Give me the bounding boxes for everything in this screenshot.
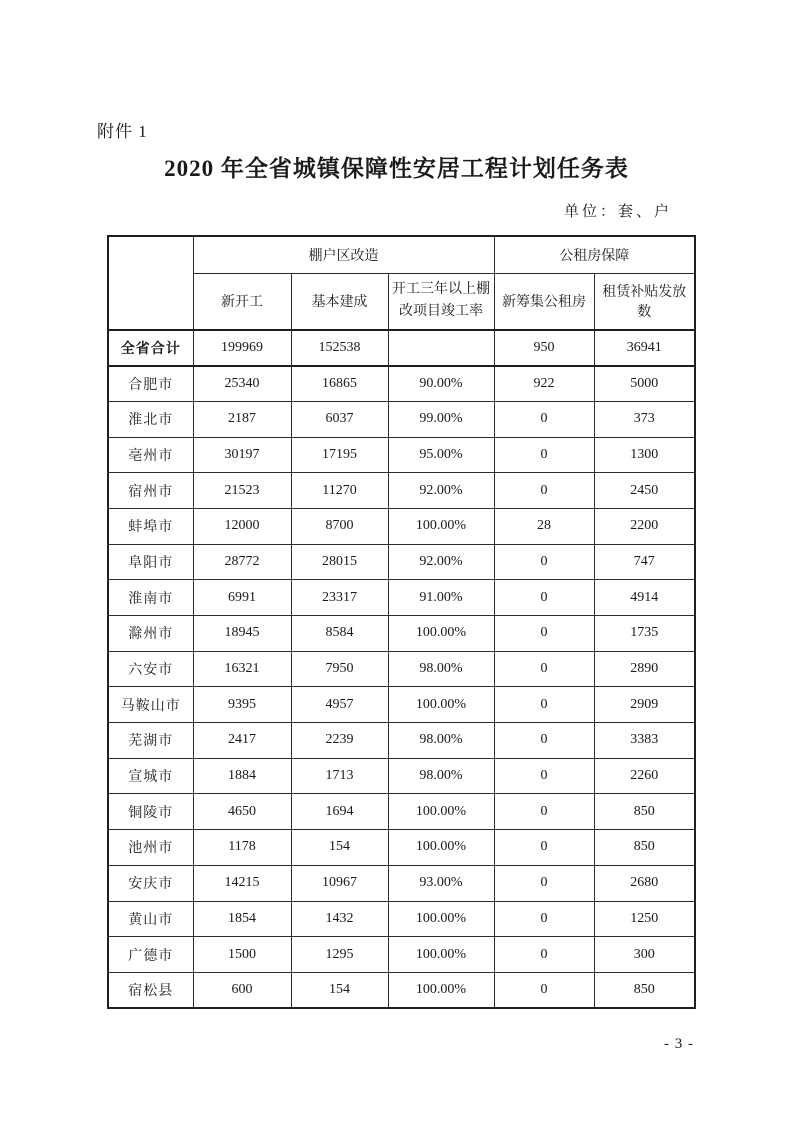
table-cell: 0 [494,473,594,509]
row-label: 池州市 [108,830,193,866]
table-cell: 850 [594,830,695,866]
table-cell: 90.00% [388,366,494,402]
table-cell: 3383 [594,723,695,759]
table-cell: 4914 [594,580,695,616]
table-cell: 7950 [291,651,388,687]
corner-cell [108,236,193,330]
table-body [108,330,695,1008]
table-cell: 93.00% [388,865,494,901]
table-cell: 95.00% [388,437,494,473]
table-cell: 0 [494,901,594,937]
table-cell: 0 [494,830,594,866]
table-cell: 25340 [193,366,291,402]
table-cell: 100.00% [388,508,494,544]
attachment-label: 附件 1 [97,122,148,141]
column-header-rental-subsidy: 租赁补贴发放数 [594,273,695,330]
table-cell: 1250 [594,901,695,937]
table-cell: 99.00% [388,401,494,437]
table-cell: 92.00% [388,473,494,509]
table-cell: 2239 [291,723,388,759]
row-label: 宿州市 [108,473,193,509]
table-cell: 1735 [594,616,695,652]
table-cell: 1500 [193,937,291,973]
row-label: 宣城市 [108,758,193,794]
table-cell: 16865 [291,366,388,402]
table-row [108,616,695,652]
row-label: 马鞍山市 [108,687,193,723]
row-label: 合肥市 [108,366,193,402]
group-header-public-rental: 公租房保障 [494,236,695,273]
table-cell: 100.00% [388,794,494,830]
table-cell: 23317 [291,580,388,616]
table-row [108,473,695,509]
table-cell: 1854 [193,901,291,937]
table-cell: 950 [494,330,594,366]
table-cell: 922 [494,366,594,402]
table-cell: 4957 [291,687,388,723]
table-cell: 28 [494,508,594,544]
total-row [108,330,695,366]
row-label: 蚌埠市 [108,508,193,544]
table-cell: 1300 [594,437,695,473]
table-row [108,865,695,901]
table-cell: 747 [594,544,695,580]
table-cell: 36941 [594,330,695,366]
page-number: - 3 - [664,1036,694,1052]
table-cell: 0 [494,758,594,794]
table-cell: 100.00% [388,937,494,973]
table-cell: 8700 [291,508,388,544]
row-label: 淮北市 [108,401,193,437]
table-cell: 2680 [594,865,695,901]
table-cell: 98.00% [388,651,494,687]
row-label: 黄山市 [108,901,193,937]
table-row [108,508,695,544]
table-cell: 11270 [291,473,388,509]
table-cell: 92.00% [388,544,494,580]
table-row [108,972,695,1008]
table-cell: 100.00% [388,901,494,937]
table-cell: 0 [494,723,594,759]
table-cell: 154 [291,972,388,1008]
table-cell: 0 [494,937,594,973]
table-cell: 0 [494,437,594,473]
row-label: 铜陵市 [108,794,193,830]
table-cell: 152538 [291,330,388,366]
table-cell: 4650 [193,794,291,830]
column-header-basically-completed: 基本建成 [291,273,388,330]
table-cell [388,330,494,366]
table-row [108,723,695,759]
table-cell: 2200 [594,508,695,544]
table-cell: 100.00% [388,616,494,652]
table-cell: 1295 [291,937,388,973]
table-cell: 16321 [193,651,291,687]
page-title: 2020 年全省城镇保障性安居工程计划任务表 [164,156,629,181]
table-row [108,937,695,973]
table-row [108,580,695,616]
table-cell: 6037 [291,401,388,437]
table-row [108,437,695,473]
table-cell: 0 [494,401,594,437]
table-cell: 100.00% [388,972,494,1008]
table-cell: 8584 [291,616,388,652]
unit-note: 单位：套、户 [563,204,672,220]
table-row [108,366,695,402]
table-cell: 600 [193,972,291,1008]
table-row [108,651,695,687]
table-cell: 91.00% [388,580,494,616]
table-cell: 28772 [193,544,291,580]
table-row [108,758,695,794]
table-cell: 9395 [193,687,291,723]
column-header-new-start: 新开工 [193,273,291,330]
row-label: 全省合计 [108,330,193,366]
table-cell: 12000 [193,508,291,544]
table-row [108,830,695,866]
row-label: 亳州市 [108,437,193,473]
table-cell: 21523 [193,473,291,509]
table-cell: 1694 [291,794,388,830]
table-cell: 14215 [193,865,291,901]
column-header-new-public-rental: 新筹集公租房 [494,273,594,330]
table-cell: 0 [494,865,594,901]
table-cell: 0 [494,544,594,580]
table-cell: 2890 [594,651,695,687]
table-cell: 199969 [193,330,291,366]
table-header [108,236,695,330]
row-label: 宿松县 [108,972,193,1008]
row-label: 广德市 [108,937,193,973]
table-row [108,901,695,937]
table-cell: 1178 [193,830,291,866]
table-cell: 850 [594,972,695,1008]
table-cell: 18945 [193,616,291,652]
table-cell: 1884 [193,758,291,794]
table-cell: 0 [494,580,594,616]
table-cell: 10967 [291,865,388,901]
table-row [108,401,695,437]
table-cell: 0 [494,616,594,652]
table-cell: 6991 [193,580,291,616]
group-header-shantytown: 棚户区改造 [193,236,494,273]
row-label: 阜阳市 [108,544,193,580]
table-cell: 2260 [594,758,695,794]
table-cell: 5000 [594,366,695,402]
table-cell: 1713 [291,758,388,794]
table-cell: 300 [594,937,695,973]
row-label: 六安市 [108,651,193,687]
row-label: 芜湖市 [108,723,193,759]
table-cell: 100.00% [388,687,494,723]
row-label: 滁州市 [108,616,193,652]
table-row [108,544,695,580]
table-cell: 0 [494,687,594,723]
table-cell: 28015 [291,544,388,580]
table-cell: 2187 [193,401,291,437]
table-cell: 100.00% [388,830,494,866]
table-cell: 1432 [291,901,388,937]
table-cell: 0 [494,972,594,1008]
table-cell: 17195 [291,437,388,473]
row-label: 淮南市 [108,580,193,616]
table-row [108,687,695,723]
table-cell: 30197 [193,437,291,473]
table-row [108,794,695,830]
row-label: 安庆市 [108,865,193,901]
table-cell: 0 [494,651,594,687]
sub-header-row [108,273,695,330]
table-cell: 154 [291,830,388,866]
table-cell: 98.00% [388,758,494,794]
table-cell: 98.00% [388,723,494,759]
table-cell: 0 [494,794,594,830]
table-cell: 2450 [594,473,695,509]
group-header-row [108,236,695,273]
task-table [107,235,696,1009]
table-cell: 2909 [594,687,695,723]
table-cell: 2417 [193,723,291,759]
column-header-completion-rate: 开工三年以上棚改项目竣工率 [388,273,494,330]
table-cell: 850 [594,794,695,830]
table-cell: 373 [594,401,695,437]
